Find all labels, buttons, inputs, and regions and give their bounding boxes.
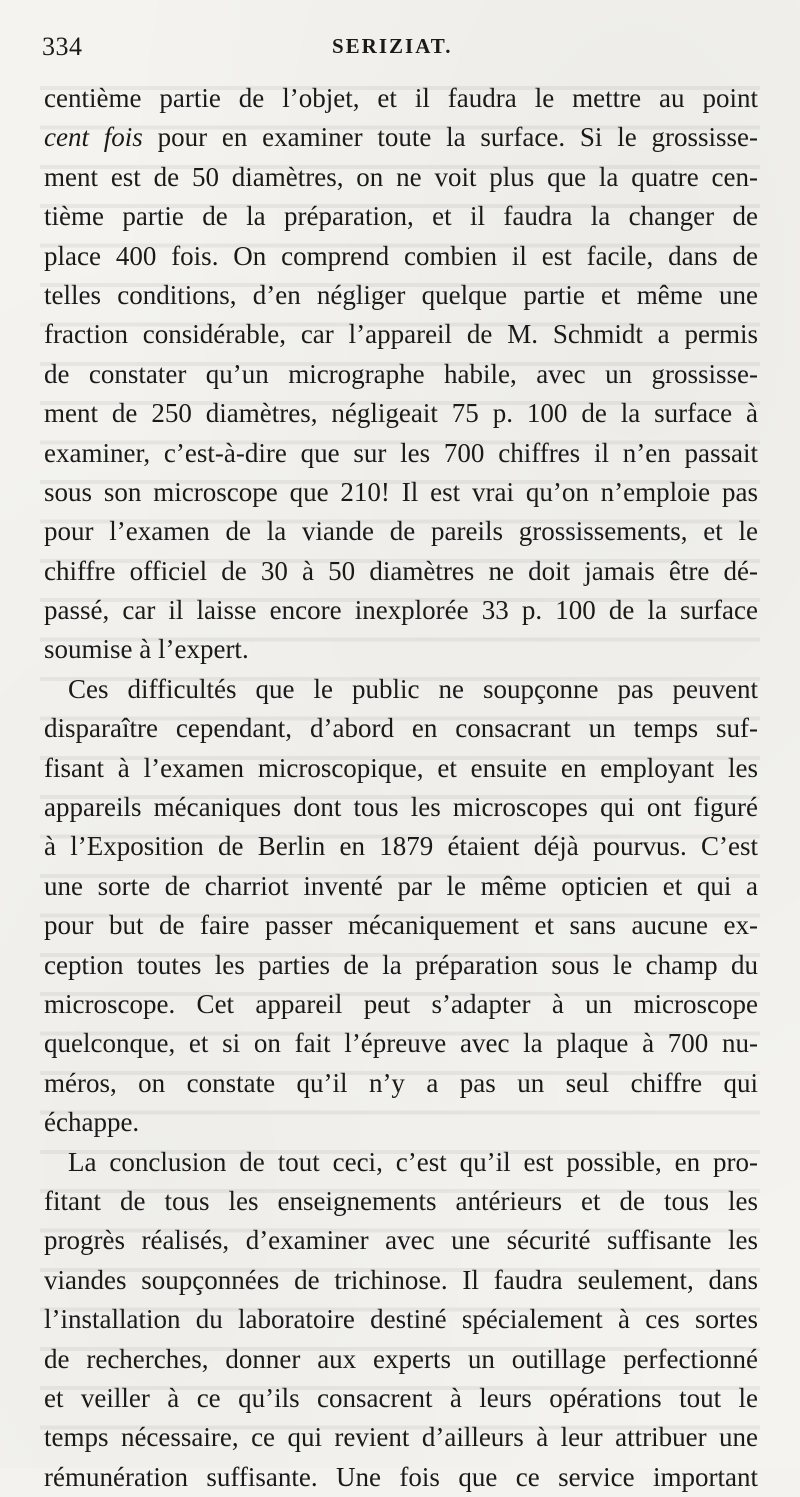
text-line: appareils mécaniques dont tous les microscopes qui ont figuré <box>44 792 758 823</box>
text-line: fitant de tous les enseignements antérieurs et de tous les <box>44 1185 758 1216</box>
body-text <box>44 79 758 1497</box>
text-line: soumise à l’expert. <box>44 634 249 665</box>
text-line: une sorte de charriot inventé par le même opticien et qui a <box>44 870 758 901</box>
text-line <box>44 118 758 157</box>
text-line: ment est de 50 diamètres, on ne voit plus que la quatre cen- <box>44 161 758 192</box>
page-number: 334 <box>42 32 83 61</box>
text-line: pour but de faire passer mécaniquement et sans aucune ex- <box>44 910 758 941</box>
running-head: SERIZIAT. <box>332 34 453 58</box>
text-line: disparaître cependant, d’abord en consacrant un temps suf- <box>44 713 758 744</box>
text-line: place 400 fois. On comprend combien il est facile, dans de <box>44 240 758 271</box>
text-line: pour l’examen de la viande de pareils grossissements, et le <box>44 516 758 547</box>
text-line: telles conditions, d’en négliger quelque partie et même une <box>44 279 758 310</box>
text-line-rest: pour en examiner toute la surface. Si le grossisse- <box>142 122 758 153</box>
text-line: ment de 250 diamètres, négligeait 75 p. 100 de la surface à <box>44 398 758 429</box>
text-line: fraction considérable, car l’appareil de M. Schmidt a permis <box>44 319 758 350</box>
paragraph-first-line: La conclusion de tout ceci, c’est qu’il est possible, en pro- <box>68 1146 758 1177</box>
text-line: viandes soupçonnées de trichinose. Il faudra seulement, dans <box>44 1264 758 1295</box>
text-line: quelconque, et si on fait l’épreuve avec la plaque à 700 nu- <box>44 1028 758 1059</box>
text-line: chiffre officiel de 30 à 50 diamètres ne doit jamais être dé- <box>44 555 758 586</box>
text-line: à l’Exposition de Berlin en 1879 étaient déjà pourvus. C’est <box>44 831 758 862</box>
text-line: de constater qu’un micrographe habile, avec un grossisse- <box>44 358 758 389</box>
text-line: tième partie de la préparation, et il faudra la changer de <box>44 201 758 232</box>
text-line: sous son microscope que 210! Il est vrai qu’on n’emploie pas <box>44 476 758 507</box>
text-line: progrès réalisés, d’examiner avec une sécurité suffisante les <box>44 1225 758 1256</box>
text-line: fisant à l’examen microscopique, et ensuite en employant les <box>44 752 758 783</box>
text-line: temps nécessaire, ce qui revient d’ailleurs à leur attribuer une <box>44 1422 758 1453</box>
text-line: méros, on constate qu’il n’y a pas un seul chiffre qui <box>44 1067 758 1098</box>
italic-phrase: cent fois <box>44 122 143 153</box>
text-line: l’installation du laboratoire destiné spécialement à ces sortes <box>44 1304 758 1335</box>
text-line: échappe. <box>44 1107 140 1138</box>
text-line: passé, car il laisse encore inexplorée 33 p. 100 de la surface <box>44 595 758 626</box>
text-line: de recherches, donner aux experts un outillage perfectionné <box>44 1343 758 1374</box>
text-line: rémunération suffisante. Une fois que ce service important <box>44 1461 758 1492</box>
text-line: microscope. Cet appareil peut s’adapter à un microscope <box>44 988 758 1019</box>
text-line: centième partie de l’objet, et il faudra le mettre au point <box>44 83 758 113</box>
page-header <box>42 32 758 62</box>
text-line: et veiller à ce qu’ils consacrent à leurs opérations tout le <box>44 1382 758 1413</box>
text-line: ception toutes les parties de la préparation sous le champ du <box>44 949 758 980</box>
text-line: examiner, c’est-à-dire que sur les 700 chiffres il n’en passait <box>44 437 758 468</box>
paragraph-first-line: Ces difficultés que le public ne soupçonne pas peuvent <box>68 673 758 704</box>
